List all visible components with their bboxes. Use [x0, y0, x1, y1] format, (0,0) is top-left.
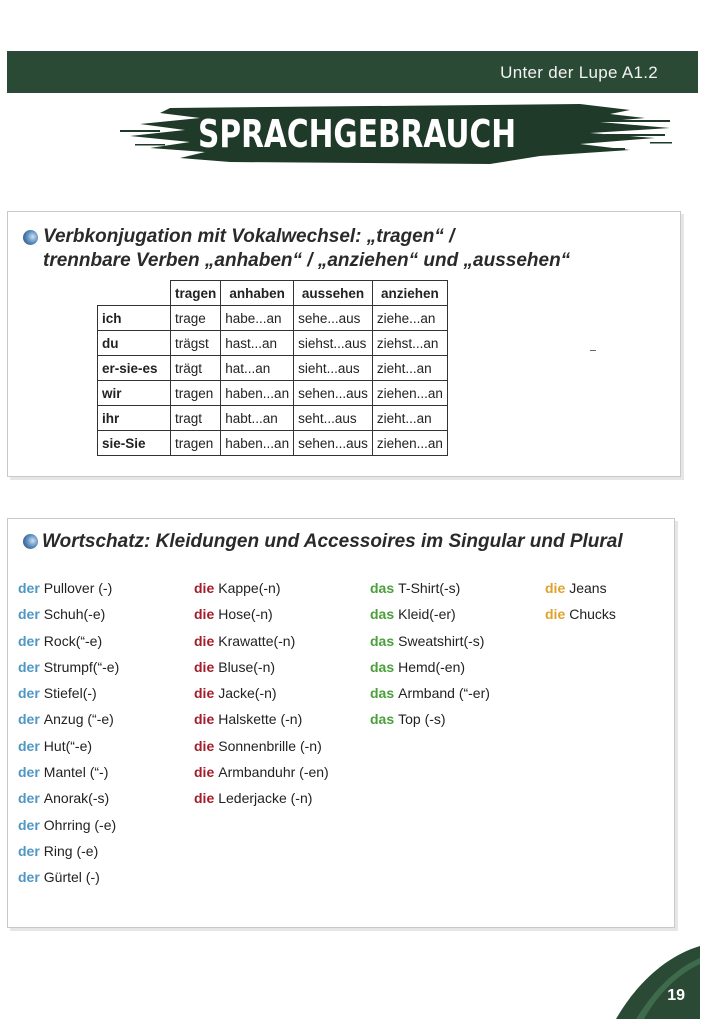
table-row	[98, 306, 448, 331]
article-label: der	[18, 790, 40, 807]
article-label: der	[18, 632, 40, 649]
table-cell: ziehe...an	[372, 306, 447, 331]
noun-label: Jeans	[569, 580, 607, 596]
article-label: die	[194, 632, 215, 649]
article-label: der	[18, 658, 40, 675]
vocab-item	[18, 601, 119, 627]
article-label: die	[194, 790, 215, 807]
vocab-item	[370, 654, 490, 680]
column-header: anziehen	[372, 281, 447, 306]
article-label: der	[18, 685, 40, 702]
vocab-item	[370, 680, 490, 706]
vocab-item	[18, 759, 119, 785]
article-label: der	[18, 816, 40, 833]
article-label: die	[194, 737, 215, 754]
noun-label: Mantel (“-)	[43, 764, 109, 781]
noun-label: Jacke(-n)	[218, 685, 277, 702]
table-cell: zieht...an	[372, 356, 447, 381]
article-label: das	[370, 658, 395, 675]
article-label: das	[370, 685, 395, 702]
der-words-column	[18, 575, 119, 891]
vocab-item	[18, 864, 119, 890]
table-cell: tragen	[171, 381, 221, 406]
vocab-item	[370, 601, 490, 627]
bullet-icon	[23, 230, 38, 245]
noun-label: Pullover (-)	[43, 580, 113, 596]
page-title: SPRACHGEBRAUCH	[198, 112, 517, 156]
series-title: Unter der Lupe A1.2	[500, 63, 658, 82]
article-label: das	[370, 711, 395, 728]
die-words-column	[194, 575, 329, 812]
article-label: das	[370, 580, 395, 596]
vocab-item	[18, 654, 119, 680]
noun-label: Armband (“-er)	[398, 685, 490, 702]
table-cell: haben...an	[221, 431, 294, 456]
noun-label: Gürtel (-)	[43, 869, 100, 886]
pronoun-cell: du	[98, 331, 171, 356]
table-cell: hat...an	[221, 356, 294, 381]
noun-label: Stiefel(-)	[43, 685, 97, 702]
noun-label: Top (-s)	[398, 711, 446, 728]
table-cell: habt...an	[221, 406, 294, 431]
plural-words-column	[545, 575, 616, 628]
pronoun-cell: ihr	[98, 406, 171, 431]
noun-label: Sweatshirt(-s)	[398, 632, 485, 649]
vocab-item	[18, 733, 119, 759]
table-cell: sehen...aus	[294, 431, 373, 456]
noun-label: Ring (-e)	[43, 842, 99, 859]
vocab-item	[194, 654, 329, 680]
article-label: der	[18, 711, 40, 728]
table-cell: trägt	[171, 356, 221, 381]
vocab-item	[370, 628, 490, 654]
noun-label: Strumpf(“-e)	[43, 658, 120, 675]
vocab-item	[18, 575, 119, 601]
column-header: tragen	[171, 281, 221, 306]
table-corner-cell	[98, 281, 171, 306]
table-cell: haben...an	[221, 381, 294, 406]
table-row	[98, 331, 448, 356]
table-header-row	[98, 281, 448, 306]
noun-label: Sonnenbrille (-n)	[218, 737, 322, 754]
table-cell: ziehen...an	[372, 381, 447, 406]
pronoun-cell: er-sie-es	[98, 356, 171, 381]
vocab-item	[370, 575, 490, 601]
vocab-item	[194, 785, 329, 811]
article-label: die	[194, 606, 215, 623]
article-label: die	[194, 580, 215, 596]
table-cell: trage	[171, 306, 221, 331]
conjugation-heading-line2: trennbare Verben „anhaben“ / „anziehen“ und „aussehen“	[43, 250, 571, 271]
noun-label: Anzug (“-e)	[43, 711, 114, 728]
bullet-icon	[23, 534, 38, 549]
noun-label: Krawatte(-n)	[218, 632, 296, 649]
table-row	[98, 356, 448, 381]
vocab-item	[18, 680, 119, 706]
table-cell: tragen	[171, 431, 221, 456]
vocab-item	[194, 733, 329, 759]
vocab-item	[370, 706, 490, 732]
vocab-item	[194, 680, 329, 706]
vocab-item	[194, 706, 329, 732]
conjugation-heading	[43, 225, 570, 273]
noun-label: Schuh(-e)	[43, 606, 106, 623]
das-words-column	[370, 575, 490, 733]
article-label: die	[194, 685, 215, 702]
conjugation-section	[7, 211, 681, 477]
conjugation-table	[97, 280, 448, 456]
page-number-corner	[616, 944, 700, 1019]
article-label: die	[194, 658, 215, 675]
noun-label: Kappe(-n)	[218, 580, 281, 596]
margin-mark	[590, 350, 596, 351]
noun-label: Anorak(-s)	[43, 790, 110, 807]
conjugation-heading-line1: Verbkonjugation mit Vokalwechsel: „tragen“ /	[43, 226, 455, 247]
table-cell: ziehen...an	[372, 431, 447, 456]
column-header: anhaben	[221, 281, 294, 306]
vocab-item	[18, 785, 119, 811]
noun-label: Halskette (-n)	[218, 711, 303, 728]
table-cell: siehst...aus	[294, 331, 373, 356]
page-number: 19	[667, 987, 685, 1004]
vocabulary-heading: Wortschatz: Kleidungen und Accessoires im Singular und Plural	[42, 531, 623, 552]
vocab-item	[194, 759, 329, 785]
article-label: der	[18, 764, 40, 781]
table-cell: hast...an	[221, 331, 294, 356]
article-label: das	[370, 606, 395, 623]
table-row	[98, 381, 448, 406]
article-label: die	[545, 580, 566, 596]
table-cell: seht...aus	[294, 406, 373, 431]
article-label: der	[18, 869, 40, 886]
article-label: die	[545, 606, 566, 623]
table-cell: habe...an	[221, 306, 294, 331]
noun-label: Hut(“-e)	[43, 737, 93, 754]
pronoun-cell: wir	[98, 381, 171, 406]
vocab-item	[18, 628, 119, 654]
noun-label: Armbanduhr (-en)	[218, 764, 329, 781]
table-row	[98, 431, 448, 456]
table-row	[98, 406, 448, 431]
noun-label: Chucks	[569, 606, 616, 623]
article-label: das	[370, 632, 395, 649]
vocab-item	[194, 601, 329, 627]
page-title-banner	[110, 100, 680, 172]
table-cell: ziehst...an	[372, 331, 447, 356]
vocab-item	[545, 575, 616, 601]
corner-swoosh-graphic	[616, 944, 700, 1019]
article-label: die	[194, 764, 215, 781]
table-cell: sehe...aus	[294, 306, 373, 331]
noun-label: T-Shirt(-s)	[398, 580, 461, 596]
vocab-item	[18, 838, 119, 864]
vocab-item	[194, 575, 329, 601]
noun-label: Bluse(-n)	[218, 658, 276, 675]
noun-label: Kleid(-er)	[398, 606, 456, 623]
vocabulary-section	[7, 518, 675, 928]
header-bar	[7, 51, 698, 93]
noun-label: Rock(“-e)	[43, 632, 103, 649]
vocab-item	[194, 628, 329, 654]
table-cell: trägst	[171, 331, 221, 356]
vocab-item	[18, 812, 119, 838]
table-cell: sehen...aus	[294, 381, 373, 406]
noun-label: Hose(-n)	[218, 606, 273, 623]
vocab-item	[18, 706, 119, 732]
pronoun-cell: ich	[98, 306, 171, 331]
table-cell: tragt	[171, 406, 221, 431]
column-header: aussehen	[294, 281, 373, 306]
pronoun-cell: sie-Sie	[98, 431, 171, 456]
table-cell: zieht...an	[372, 406, 447, 431]
article-label: der	[18, 842, 40, 859]
noun-label: Hemd(-en)	[398, 658, 466, 675]
table-cell: sieht...aus	[294, 356, 373, 381]
article-label: der	[18, 737, 40, 754]
vocab-item	[545, 601, 616, 627]
noun-label: Lederjacke (-n)	[218, 790, 313, 807]
noun-label: Ohrring (-e)	[43, 816, 117, 833]
article-label: der	[18, 580, 40, 596]
article-label: der	[18, 606, 40, 623]
article-label: die	[194, 711, 215, 728]
